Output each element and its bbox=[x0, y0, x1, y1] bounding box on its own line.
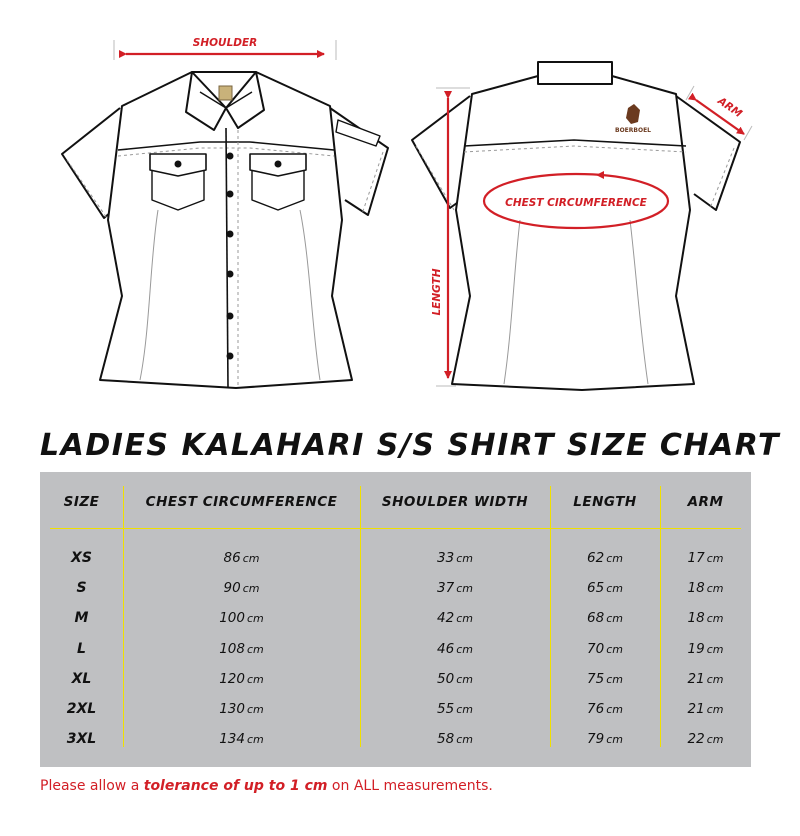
placket-button bbox=[227, 353, 234, 360]
cell-value: 130 bbox=[219, 701, 245, 717]
pocket-button-right bbox=[275, 161, 282, 168]
chest-label: CHEST CIRCUMFERENCE bbox=[505, 197, 647, 209]
table-cell-arm bbox=[660, 550, 751, 566]
table-cell-arm bbox=[660, 610, 751, 626]
note-emphasis: tolerance of up to 1 cm bbox=[143, 778, 328, 794]
shoulder-measure bbox=[114, 37, 336, 60]
cell-value: 42 bbox=[437, 610, 455, 627]
table-cell-shoulder bbox=[360, 701, 550, 717]
table-cell-arm bbox=[660, 641, 751, 657]
size-table bbox=[40, 472, 751, 767]
table-cell-length bbox=[550, 731, 660, 747]
placket-button bbox=[227, 191, 234, 198]
table-cell-size bbox=[40, 671, 123, 687]
cell-value: 17 bbox=[687, 550, 705, 566]
page-title: LADIES KALAHARI S/S SHIRT SIZE CHART bbox=[40, 428, 780, 463]
table-cell-size bbox=[40, 550, 123, 566]
table-cell-size bbox=[40, 610, 123, 626]
cell-unit: cm bbox=[456, 612, 473, 626]
table-cell-arm bbox=[660, 731, 751, 747]
table-cell-size bbox=[40, 641, 123, 657]
cell-value: 76 bbox=[587, 701, 605, 717]
table-cell-size bbox=[40, 701, 123, 717]
table-cell-shoulder bbox=[360, 550, 550, 566]
cell-unit: cm bbox=[706, 552, 724, 565]
shirt-back bbox=[412, 62, 740, 390]
cell-unit: cm bbox=[456, 733, 473, 747]
logo-text: BOERBOEL bbox=[615, 127, 651, 134]
table-cell-shoulder bbox=[360, 610, 550, 626]
cell-value: 70 bbox=[587, 640, 605, 657]
cell-unit: cm bbox=[606, 672, 623, 686]
header-arm: ARM bbox=[687, 494, 724, 510]
table-cell-shoulder bbox=[360, 641, 550, 657]
placket-button bbox=[227, 271, 234, 278]
cell-unit: cm bbox=[706, 582, 724, 596]
cell-value: 65 bbox=[587, 580, 605, 597]
table-cell-length bbox=[550, 701, 660, 717]
header-size: SIZE bbox=[63, 494, 100, 510]
table-cell-chest bbox=[123, 731, 360, 747]
table-cell-shoulder bbox=[360, 671, 550, 687]
table-cell-length bbox=[550, 610, 660, 626]
cell-value: 50 bbox=[437, 670, 455, 687]
length-label: LENGTH bbox=[431, 268, 443, 316]
table-cell-chest bbox=[123, 641, 360, 657]
header-chest: CHEST CIRCUMFERENCE bbox=[145, 494, 338, 510]
table-cell-arm bbox=[660, 580, 751, 596]
cell-value: 55 bbox=[437, 701, 455, 717]
shirt-front bbox=[62, 72, 388, 388]
table-cell-shoulder bbox=[360, 580, 550, 596]
tolerance-note bbox=[40, 778, 493, 794]
table-cell-length bbox=[550, 641, 660, 657]
cell-value: 75 bbox=[587, 670, 605, 687]
table-cell-arm bbox=[660, 671, 751, 687]
cell-unit: cm bbox=[456, 582, 473, 596]
cell-value: 21 bbox=[687, 701, 705, 717]
cell-value: L bbox=[77, 640, 86, 657]
cell-value: 79 bbox=[587, 731, 605, 748]
header-length: LENGTH bbox=[573, 494, 637, 510]
label-tag bbox=[219, 86, 232, 100]
cell-value: 86 bbox=[223, 550, 241, 566]
note-suffix: on ALL measurements. bbox=[327, 778, 493, 794]
cell-unit: cm bbox=[247, 733, 264, 747]
cell-unit: cm bbox=[706, 642, 724, 656]
cell-value: 22 bbox=[687, 731, 705, 748]
cell-value: XL bbox=[71, 670, 92, 687]
table-cell-length bbox=[550, 671, 660, 687]
table-cell-chest bbox=[123, 550, 360, 566]
header-divider bbox=[50, 528, 741, 529]
placket-button bbox=[227, 231, 234, 238]
cell-value: 2XL bbox=[66, 701, 97, 717]
cell-value: 108 bbox=[219, 640, 245, 657]
cell-unit: cm bbox=[606, 582, 623, 596]
header-shoulder: SHOULDER WIDTH bbox=[381, 494, 529, 510]
table-cell-size bbox=[40, 580, 123, 596]
cell-value: 18 bbox=[687, 580, 705, 597]
cell-value: 100 bbox=[219, 610, 245, 627]
cell-value: 37 bbox=[437, 580, 455, 597]
cell-unit: cm bbox=[606, 642, 623, 656]
shoulder-label: SHOULDER bbox=[192, 37, 258, 49]
cell-unit: cm bbox=[706, 672, 724, 686]
cell-value: 58 bbox=[437, 731, 455, 748]
table-cell-chest bbox=[123, 701, 360, 717]
cell-unit: cm bbox=[706, 733, 724, 747]
cell-unit: cm bbox=[706, 703, 724, 716]
table-cell-shoulder bbox=[360, 731, 550, 747]
cell-value: 46 bbox=[437, 640, 455, 657]
pocket-button-left bbox=[175, 161, 182, 168]
cell-unit: cm bbox=[706, 612, 724, 626]
table-cell-length bbox=[550, 580, 660, 596]
cell-value: 134 bbox=[219, 731, 245, 748]
cell-unit: cm bbox=[606, 703, 623, 716]
cell-unit: cm bbox=[247, 703, 264, 716]
cell-unit: cm bbox=[456, 703, 473, 716]
arm-label: ARM bbox=[715, 94, 745, 121]
cell-unit: cm bbox=[242, 552, 260, 565]
table-cell-chest bbox=[123, 580, 360, 596]
table-cell-size bbox=[40, 731, 123, 747]
cell-value: 62 bbox=[587, 550, 605, 566]
cell-unit: cm bbox=[242, 582, 260, 596]
cell-value: 33 bbox=[437, 550, 455, 566]
cell-value: M bbox=[74, 610, 89, 627]
table-cell-chest bbox=[123, 671, 360, 687]
cell-unit: cm bbox=[606, 552, 623, 565]
cell-unit: cm bbox=[456, 672, 473, 686]
cell-unit: cm bbox=[606, 612, 623, 626]
cell-value: XS bbox=[71, 550, 92, 566]
cell-value: 3XL bbox=[66, 731, 97, 748]
placket-button bbox=[227, 313, 234, 320]
table-cell-arm bbox=[660, 701, 751, 717]
cell-unit: cm bbox=[247, 642, 264, 656]
cell-unit: cm bbox=[247, 612, 264, 626]
cell-value: 19 bbox=[687, 640, 705, 657]
table-cell-chest bbox=[123, 610, 360, 626]
cell-unit: cm bbox=[456, 642, 473, 656]
cell-unit: cm bbox=[606, 733, 623, 747]
placket-button bbox=[227, 153, 234, 160]
cell-unit: cm bbox=[456, 552, 473, 565]
cell-value: 90 bbox=[223, 580, 241, 597]
cell-value: 18 bbox=[687, 610, 705, 627]
table-cell-length bbox=[550, 550, 660, 566]
cell-value: 120 bbox=[219, 670, 245, 687]
cell-value: 21 bbox=[687, 670, 705, 687]
cell-value: S bbox=[76, 580, 87, 597]
note-prefix: Please allow a bbox=[40, 778, 144, 794]
cell-unit: cm bbox=[247, 672, 264, 686]
cell-value: 68 bbox=[587, 610, 605, 627]
